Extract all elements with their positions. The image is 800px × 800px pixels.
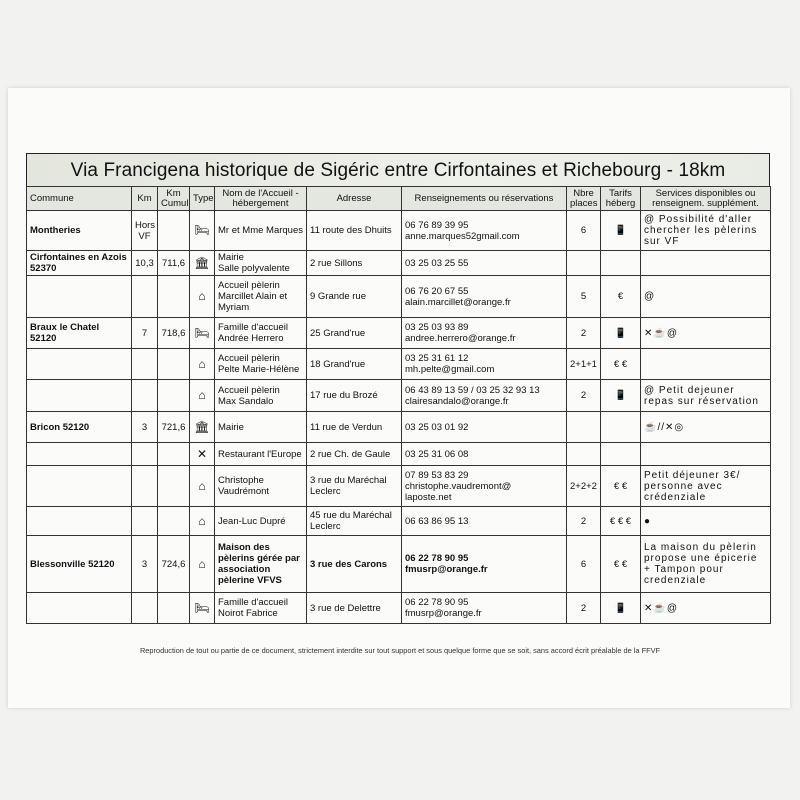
places-cell: 2	[567, 380, 601, 412]
nom-cell: Famille d'accueil Noirot Fabrice	[215, 593, 307, 624]
pilgrim-icon: ⌂	[190, 349, 215, 380]
email-text: mh.pelte@gmail.com	[405, 364, 495, 375]
tarif-cell: € €	[601, 466, 641, 507]
tarif-cell	[601, 443, 641, 466]
places-cell: 6	[567, 211, 601, 251]
km-cumul-cell	[158, 466, 190, 507]
km-cell	[132, 276, 158, 318]
header-renseignements: Renseignements ou réservations	[402, 187, 567, 211]
tarif-cell	[601, 251, 641, 276]
gite-icon: 🛏	[190, 593, 215, 624]
email-text: andree.herrero@orange.fr	[405, 333, 516, 344]
chambre-icon: ⌂	[190, 507, 215, 536]
nom-cell: Jean-Luc Dupré	[215, 507, 307, 536]
restaurant-icon: ✕	[190, 443, 215, 466]
nom-cell: Mr et Mme Marques	[215, 211, 307, 251]
adresse-cell: 11 route des Dhuits	[307, 211, 402, 251]
table-row	[27, 536, 771, 593]
pilgrim-icon: ⌂	[190, 380, 215, 412]
places-cell: 2	[567, 507, 601, 536]
km-cell	[132, 466, 158, 507]
email-text: clairesandalo@orange.fr	[405, 395, 509, 407]
km-cumul-cell	[158, 380, 190, 412]
services-cell: Petit déjeuner 3€/ personne avec crédenziale	[641, 466, 771, 507]
services-cell: @ Petit dejeuner repas sur réservation	[641, 380, 771, 412]
places-cell	[567, 443, 601, 466]
phone-text: 06 76 20 67 55	[405, 285, 469, 297]
table-row	[27, 349, 771, 380]
services-cell: La maison du pèlerin propose une épicerie + Tampon pour credenziale	[641, 536, 771, 593]
places-cell: 2	[567, 593, 601, 624]
nom-cell: Famille d'accueil Andrée Herrero	[215, 318, 307, 349]
contact-cell	[402, 443, 567, 466]
tarif-cell: € €	[601, 536, 641, 593]
table-row	[27, 507, 771, 536]
header-km-cumul: Km Cumul	[158, 187, 190, 211]
adresse-cell: 45 rue du Maréchal Leclerc	[307, 507, 402, 536]
km-cumul-cell	[158, 276, 190, 318]
services-cell: ☕//✕◎	[641, 412, 771, 443]
services-cell: ●	[641, 507, 771, 536]
phone-text: 03 25 31 61 12	[405, 353, 469, 364]
page-title: Via Francigena historique de Sigéric entre Cirfontaines et Richebourg - 18km	[26, 153, 770, 187]
nom-cell: Restaurant l'Europe	[215, 443, 307, 466]
header-services: Services disponibles ou renseignem. supplément.	[641, 187, 771, 211]
commune-cell: Cirfontaines en Azois 52370	[27, 251, 132, 276]
commune-cell: Blessonville 52120	[27, 536, 132, 593]
mairie-icon: 🏛	[190, 412, 215, 443]
km-cumul-cell: 721,6	[158, 412, 190, 443]
tarif-cell: 📱	[601, 318, 641, 349]
table-row	[27, 412, 771, 443]
tarif-cell: € € €	[601, 507, 641, 536]
contact-cell	[402, 211, 567, 251]
services-cell: ✕☕@	[641, 318, 771, 349]
nom-cell: Accueil pèlerin Marcillet Alain et Myriam	[215, 276, 307, 318]
email-text: fmusrp@orange.fr	[405, 608, 482, 619]
km-cumul-cell: 718,6	[158, 318, 190, 349]
nom-cell: Maison des pèlerins gérée par association pèlerine VFVS	[215, 536, 307, 593]
km-cell	[132, 380, 158, 412]
adresse-cell: 3 rue du Maréchal Leclerc	[307, 466, 402, 507]
places-cell: 2+2+2	[567, 466, 601, 507]
commune-cell	[27, 507, 132, 536]
email-text: fmusrp@orange.fr	[405, 564, 488, 575]
contact-cell	[402, 276, 567, 318]
places-cell	[567, 412, 601, 443]
email-text: anne.marques52gmail.com	[405, 230, 520, 242]
email-text: alain.marcillet@orange.fr	[405, 296, 511, 308]
km-cell: 3	[132, 412, 158, 443]
commune-cell: Braux le Chatel 52120	[27, 318, 132, 349]
contact-cell	[402, 349, 567, 380]
services-cell	[641, 251, 771, 276]
km-cumul-cell	[158, 507, 190, 536]
km-cell: 10,3	[132, 251, 158, 276]
commune-cell	[27, 349, 132, 380]
commune-cell	[27, 466, 132, 507]
km-cumul-cell	[158, 443, 190, 466]
header-type: Type	[190, 187, 215, 211]
chambre-icon: ⌂	[190, 466, 215, 507]
km-cell: 3	[132, 536, 158, 593]
km-cumul-cell	[158, 211, 190, 251]
km-cumul-cell	[158, 349, 190, 380]
adresse-cell: 9 Grande rue	[307, 276, 402, 318]
tarif-cell: 📱	[601, 593, 641, 624]
phone-text: 07 89 53 83 29	[405, 469, 469, 481]
accommodation-table	[26, 186, 771, 624]
contact-cell	[402, 593, 567, 624]
services-cell: @	[641, 276, 771, 318]
table-row	[27, 211, 771, 251]
pilgrim-icon: ⌂	[190, 536, 215, 593]
services-cell: ✕☕@	[641, 593, 771, 624]
places-cell: 2+1+1	[567, 349, 601, 380]
phone-text: 03 25 31 06 08	[405, 448, 469, 460]
phone-text: 06 76 89 39 95	[405, 219, 469, 231]
places-cell: 6	[567, 536, 601, 593]
km-cell	[132, 349, 158, 380]
header-places: Nbre places	[567, 187, 601, 211]
table-row	[27, 443, 771, 466]
services-cell: @ Possibilité d'aller chercher les pèlerins sur VF	[641, 211, 771, 251]
adresse-cell: 25 Grand'rue	[307, 318, 402, 349]
phone-text: 03 25 03 25 55	[405, 257, 469, 269]
adresse-cell: 2 rue Ch. de Gaule	[307, 443, 402, 466]
adresse-cell: 2 rue Sillons	[307, 251, 402, 276]
commune-cell: Bricon 52120	[27, 412, 132, 443]
contact-cell	[402, 466, 567, 507]
phone-text: 06 63 86 95 13	[405, 515, 469, 527]
nom-cell: Christophe Vaudrémont	[215, 466, 307, 507]
pilgrim-icon: ⌂	[190, 276, 215, 318]
table-row	[27, 593, 771, 624]
adresse-cell: 18 Grand'rue	[307, 349, 402, 380]
tarif-cell: € €	[601, 349, 641, 380]
phone-text: 03 25 03 01 92	[405, 421, 469, 433]
km-cumul-cell: 711,6	[158, 251, 190, 276]
km-cell: 7	[132, 318, 158, 349]
contact-cell	[402, 318, 567, 349]
km-cell	[132, 593, 158, 624]
adresse-cell: 17 rue du Brozé	[307, 380, 402, 412]
table-row	[27, 276, 771, 318]
table-row	[27, 318, 771, 349]
header-commune: Commune	[27, 187, 132, 211]
nom-cell: Accueil pèlerin Max Sandalo	[215, 380, 307, 412]
gite-icon: 🛏	[190, 211, 215, 251]
contact-cell	[402, 251, 567, 276]
phone-text: 03 25 03 93 89	[405, 322, 469, 333]
commune-cell	[27, 443, 132, 466]
commune-cell: Montheries	[27, 211, 132, 251]
nom-cell: Mairie	[215, 412, 307, 443]
commune-cell	[27, 593, 132, 624]
mairie-icon: 🏛	[190, 251, 215, 276]
km-cumul-cell	[158, 593, 190, 624]
nom-cell: Mairie Salle polyvalente	[215, 251, 307, 276]
copyright-footer: Reproduction de tout ou partie de ce document, strictement interdite sur tout support et sous quelque forme que se soit, sans accord écrit préalable de la FFVF	[139, 646, 661, 655]
tarif-cell: €	[601, 276, 641, 318]
km-cumul-cell: 724,6	[158, 536, 190, 593]
header-tarifs: Tarifs héberg	[601, 187, 641, 211]
tarif-cell	[601, 412, 641, 443]
tarif-cell: 📱	[601, 211, 641, 251]
tarif-cell: 📱	[601, 380, 641, 412]
places-cell: 2	[567, 318, 601, 349]
km-cell	[132, 507, 158, 536]
table-row	[27, 380, 771, 412]
km-cell	[132, 443, 158, 466]
adresse-cell: 3 rue de Delettre	[307, 593, 402, 624]
km-cell: Hors VF	[132, 211, 158, 251]
contact-cell	[402, 536, 567, 593]
adresse-cell: 3 rue des Carons	[307, 536, 402, 593]
table-row	[27, 466, 771, 507]
contact-cell	[402, 380, 567, 412]
services-cell	[641, 443, 771, 466]
header-adresse: Adresse	[307, 187, 402, 211]
phone-text: 06 22 78 90 95	[405, 553, 469, 564]
header-row	[27, 187, 771, 211]
contact-cell	[402, 412, 567, 443]
places-cell	[567, 251, 601, 276]
phone-text: 06 22 78 90 95	[405, 597, 469, 608]
table-row	[27, 251, 771, 276]
nom-cell: Accueil pèlerin Pelte Marie-Hélène	[215, 349, 307, 380]
gite-icon: 🛏	[190, 318, 215, 349]
header-km: Km	[132, 187, 158, 211]
places-cell: 5	[567, 276, 601, 318]
contact-cell	[402, 507, 567, 536]
services-cell	[641, 349, 771, 380]
adresse-cell: 11 rue de Verdun	[307, 412, 402, 443]
phone-text: 06 43 89 13 59 / 03 25 32 93 13	[405, 384, 540, 396]
commune-cell	[27, 276, 132, 318]
header-nom: Nom de l'Accueil - hébergement	[215, 187, 307, 211]
email-text: christophe.vaudremont@ laposte.net	[405, 480, 512, 503]
commune-cell	[27, 380, 132, 412]
